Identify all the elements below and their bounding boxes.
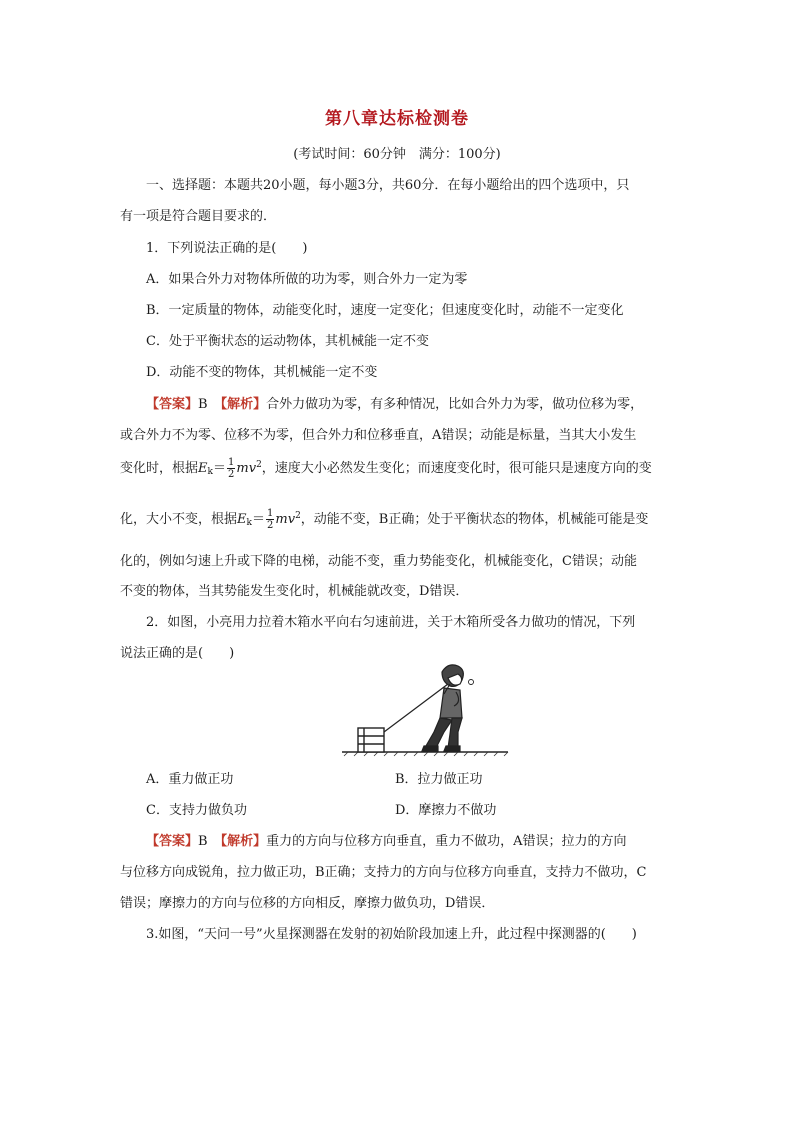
q1-option-c: C．处于平衡状态的运动物体，其机械能一定不变 [146, 334, 429, 349]
q1-option-b: B．一定质量的物体，动能变化时，速度一定变化；但速度变化时，动能不一定变化 [146, 303, 624, 318]
q1-analysis-2: 或合外力不为零、位移不为零，但合外力和位移垂直，A错误；动能是标量，当其大小发生 [120, 428, 637, 443]
formula-m: m [275, 512, 288, 527]
q1-stem: 1．下列说法正确的是( ) [146, 241, 308, 256]
q3-stem: 3.如图，“天问一号”火星探测器在发射的初始阶段加速上升，此过程中探测器的( ) [146, 927, 637, 942]
analysis-tag: 【解析】 [220, 834, 267, 849]
formula-k: k [207, 467, 213, 477]
q1-option-d: D．动能不变的物体，其机械能一定不变 [146, 365, 378, 380]
formula-v: v [287, 512, 296, 527]
answer-tag: 【答案】 [146, 834, 199, 849]
q2-option-a: A．重力做正功 [146, 772, 234, 787]
formula-k: k [246, 518, 252, 528]
sweat-drop [469, 680, 474, 685]
analysis-text: ，动能不变，B正确；处于平衡状态的物体，机械能可能是变 [300, 512, 649, 527]
formula-eq: ＝ [212, 461, 226, 476]
wooden-box [358, 728, 384, 752]
answer-tag: 【答案】 [146, 397, 199, 412]
formula-e: E [237, 512, 247, 527]
analysis-text: ，速度大小必然发生变化；而速度变化时，很可能只是速度方向的变 [261, 461, 652, 476]
q2-options-row1 [146, 770, 716, 790]
formula-exp: 2 [295, 511, 301, 521]
fraction: $\frac{1}{2}$ [267, 508, 274, 531]
exam-info: (考试时间：60分钟 满分：100分) [293, 147, 501, 162]
formula-eq: ＝ [251, 512, 265, 527]
formula-v: v [248, 461, 257, 476]
q1-option-a: A．如果合外力对物体所做的功为零，则合外力一定为零 [146, 272, 468, 287]
answer-value: B [198, 397, 208, 412]
q2-options-row2 [146, 801, 716, 821]
section-heading-cont: 有一项是符合题目要求的． [120, 209, 277, 224]
q1-analysis-5: 化的，例如匀速上升或下降的电梯，动能不变，重力势能变化，机械能变化，C错误；动能 [120, 554, 637, 569]
analysis-tag: 【解析】 [220, 397, 267, 412]
q2-answer-line [146, 832, 716, 852]
analysis-text: 变化时，根据 [120, 461, 199, 476]
q2-option-b: B．拉力做正功 [395, 772, 483, 787]
formula-e: E [198, 461, 208, 476]
q2-analysis-3: 错误；摩擦力的方向与位移的方向相反，摩擦力做负功，D错误． [120, 896, 495, 911]
fraction: $\frac{1}{2}$ [228, 457, 235, 480]
boy-figure [422, 665, 474, 751]
formula-exp: 2 [256, 460, 262, 470]
q2-option-c: C．支持力做负功 [146, 803, 247, 818]
q2-stem: 2．如图，小亮用力拉着木箱水平向右匀速前进，关于木箱所受各力做功的情况，下列 [146, 615, 636, 630]
formula-m: m [236, 461, 249, 476]
q1-analysis-4 [120, 503, 690, 536]
boy-pulling-box-figure [340, 660, 510, 760]
page-title: 第八章达标检测卷 [325, 109, 469, 129]
analysis-text: 化，大小不变，根据 [120, 512, 238, 527]
analysis-text: 重力的方向与位移方向垂直，重力不做功，A错误；拉力的方向 [266, 834, 627, 849]
q1-answer-line [146, 395, 716, 415]
q2-option-d: D．摩擦力不做功 [395, 803, 497, 818]
q2-analysis-2: 与位移方向成锐角，拉力做正功，B正确；支持力的方向与位移方向垂直，支持力不做功，C [120, 865, 647, 880]
q2-stem-cont: 说法正确的是( ) [120, 646, 235, 661]
q1-analysis-3 [120, 452, 690, 485]
q1-analysis-6: 不变的物体，当其势能发生变化时，机械能就改变，D错误． [120, 584, 469, 599]
analysis-text: 合外力做功为零，有多种情况，比如合外力为零，做功位移为零， [266, 397, 644, 412]
section-heading: 一、选择题：本题共20小题，每小题3分，共60分．在每小题给出的四个选项中，只 [146, 178, 630, 193]
answer-value: B [198, 834, 208, 849]
